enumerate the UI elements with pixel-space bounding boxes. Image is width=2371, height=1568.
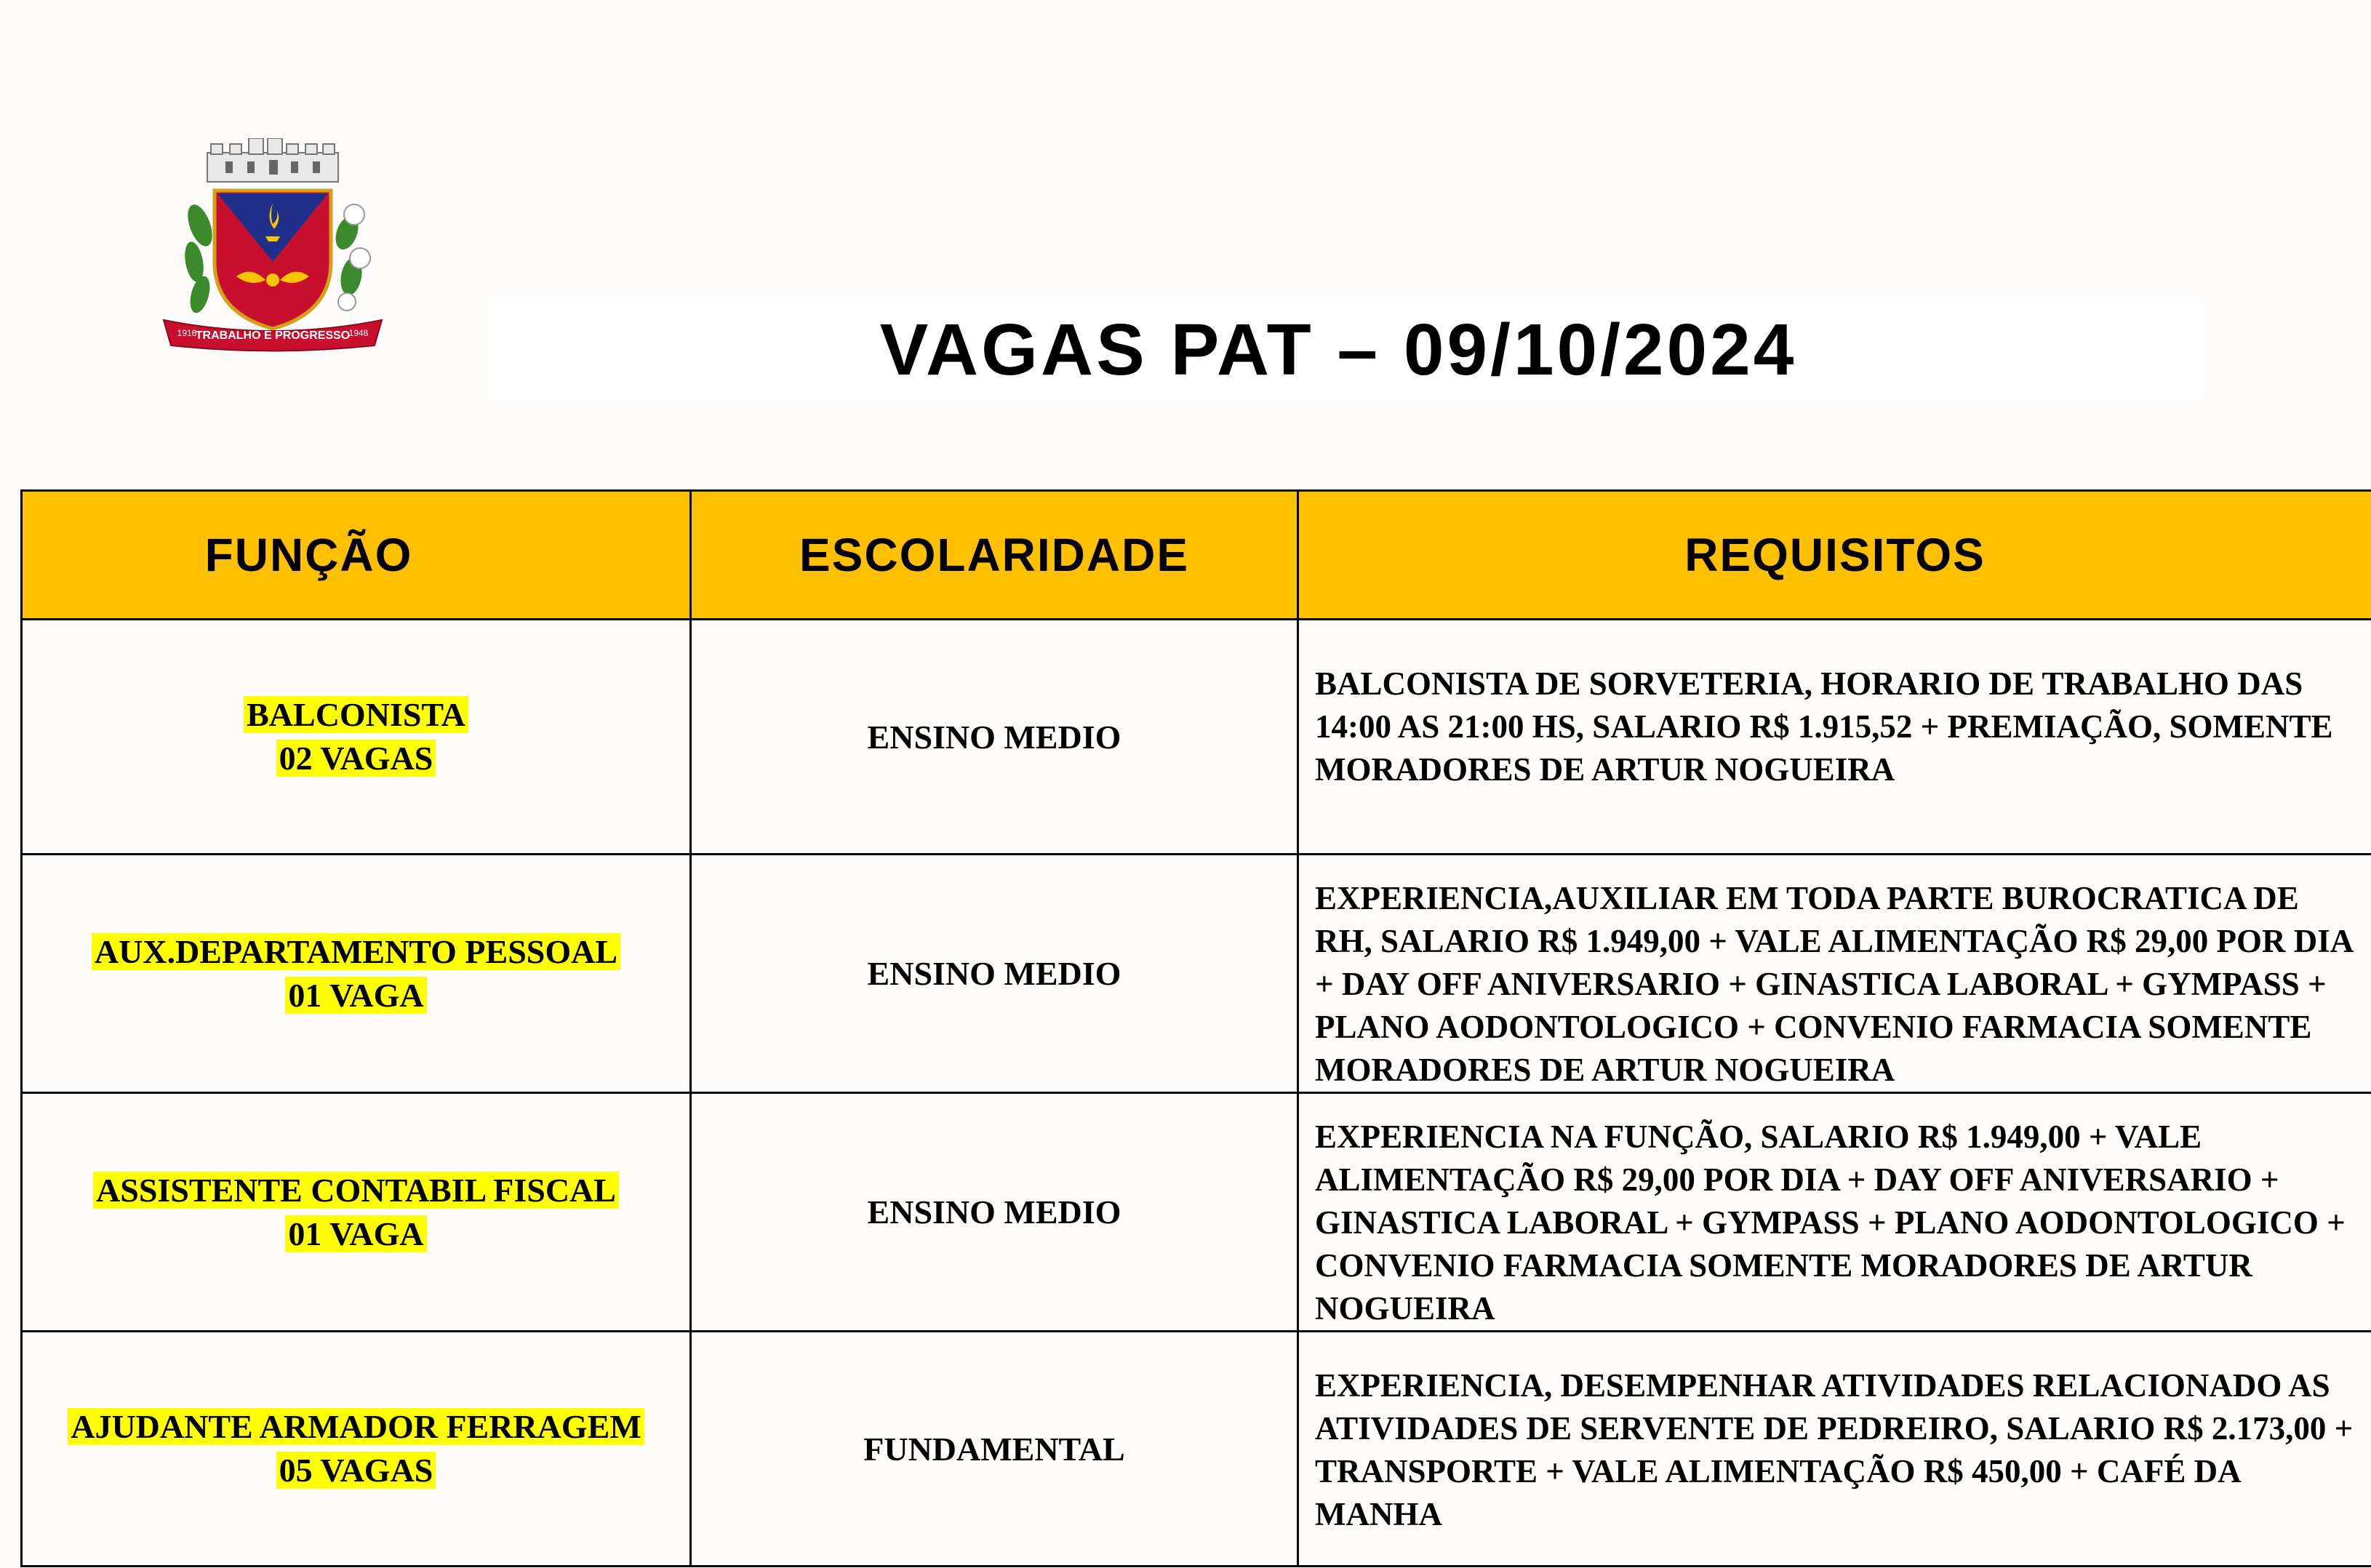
table-row bbox=[22, 620, 2371, 855]
table-row bbox=[22, 855, 2371, 1093]
escolaridade-cell: ENSINO MEDIO bbox=[691, 855, 1298, 1093]
funcao-vagas: 01 VAGA bbox=[285, 1215, 426, 1252]
escolaridade-cell: ENSINO MEDIO bbox=[691, 620, 1298, 855]
funcao-cell bbox=[22, 855, 691, 1093]
logo-year-left: 1916 bbox=[177, 328, 197, 338]
title-banner bbox=[487, 298, 2204, 401]
funcao-name: AUX.DEPARTAMENTO PESSOAL bbox=[92, 933, 620, 970]
funcao-vagas: 01 VAGA bbox=[285, 977, 426, 1014]
logo-motto: TRABALHO E PROGRESSO bbox=[195, 329, 351, 342]
funcao-cell bbox=[22, 1332, 691, 1567]
table-row bbox=[22, 1093, 2371, 1332]
escolaridade-cell: FUNDAMENTAL bbox=[691, 1332, 1298, 1567]
table-header-row bbox=[22, 491, 2371, 620]
funcao-cell bbox=[22, 620, 691, 855]
header-funcao: FUNÇÃO bbox=[22, 491, 691, 620]
requisitos-cell: BALCONISTA DE SORVETERIA, HORARIO DE TRABALHO DAS 14:00 AS 21:00 HS, SALARIO R$ 1.915,52 + PREMIAÇÃO, SOMENTE MORADORES DE ARTUR NOGUEIRA bbox=[1298, 620, 2371, 855]
vacancies-table bbox=[20, 489, 2371, 1567]
funcao-name: ASSISTENTE CONTABIL FISCAL bbox=[93, 1172, 619, 1209]
logo-year-right: 1948 bbox=[348, 328, 369, 338]
table-row bbox=[22, 1332, 2371, 1567]
requisitos-cell: EXPERIENCIA, DESEMPENHAR ATIVIDADES RELACIONADO AS ATIVIDADES DE SERVENTE DE PEDREIRO, SALARIO R$ 2.173,00 + TRANSPORTE + VALE ALIMENTAÇÃO R$ 450,00 + CAFÉ DA MANHA bbox=[1298, 1332, 2371, 1567]
header-escolaridade: ESCOLARIDADE bbox=[691, 491, 1298, 620]
funcao-name: AJUDANTE ARMADOR FERRAGEM bbox=[68, 1408, 644, 1445]
funcao-vagas: 02 VAGAS bbox=[276, 740, 436, 777]
requisitos-cell: EXPERIENCIA NA FUNÇÃO, SALARIO R$ 1.949,00 + VALE ALIMENTAÇÃO R$ 29,00 POR DIA + DAY OFF ANIVERSARIO + GINASTICA LABORAL + GYMPASS + PLANO AODONTOLOGICO + CONVENIO FARMACIA SOMENTE MORADORES DE ARTUR NOGUEIRA bbox=[1298, 1093, 2371, 1332]
page-title: VAGAS PAT – 09/10/2024 bbox=[879, 308, 1797, 391]
funcao-vagas: 05 VAGAS bbox=[276, 1452, 436, 1489]
escolaridade-cell: ENSINO MEDIO bbox=[691, 1093, 1298, 1332]
coat-of-arms-icon bbox=[156, 138, 389, 356]
requisitos-cell: EXPERIENCIA,AUXILIAR EM TODA PARTE BUROCRATICA DE RH, SALARIO R$ 1.949,00 + VALE ALIMENTAÇÃO R$ 29,00 POR DIA + DAY OFF ANIVERSARIO + GINASTICA LABORAL + GYMPASS + PLANO AODONTOLOGICO + CONVENIO FARMACIA SOMENTE MORADORES DE ARTUR NOGUEIRA bbox=[1298, 855, 2371, 1093]
funcao-cell bbox=[22, 1093, 691, 1332]
funcao-name: BALCONISTA bbox=[244, 696, 468, 733]
header-requisitos: REQUISITOS bbox=[1298, 491, 2371, 620]
coat-of-arms-logo bbox=[156, 138, 389, 356]
